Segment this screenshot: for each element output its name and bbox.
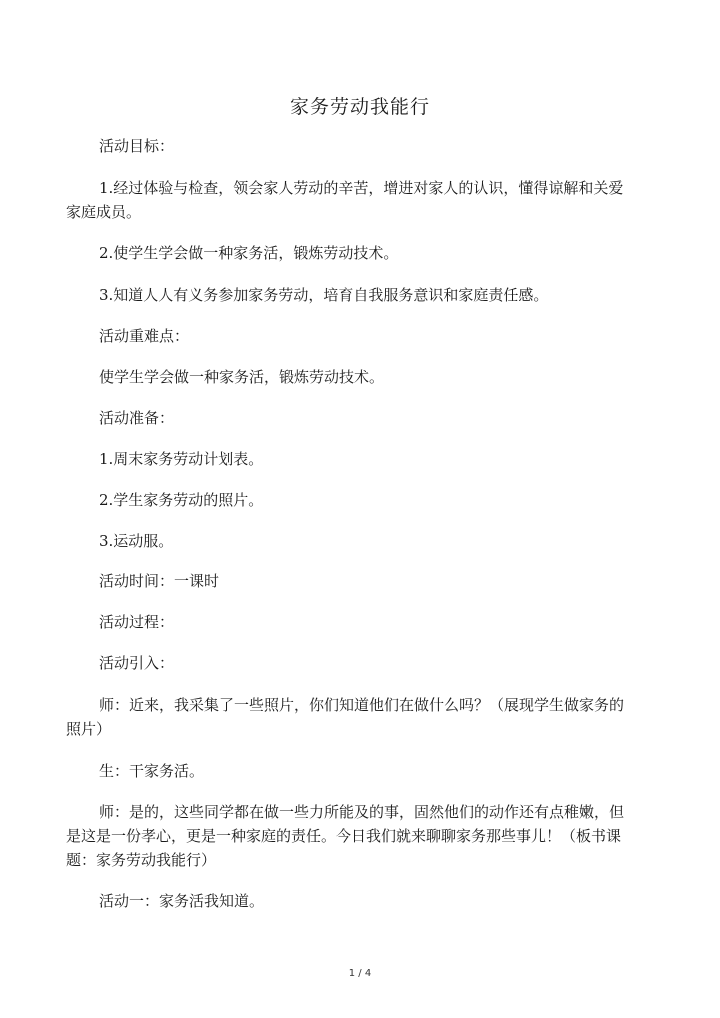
paragraph-teacher-2: 师：是的，这些同学都在做一些力所能及的事，固然他们的动作还有点稚嫩，但是这是一份孝心，更是一种家庭的责任。今日我们就来聊聊家务那些事儿！（板书课题：家务劳动我能行） [66,803,625,869]
paragraph-introduction-heading: 活动引入： [99,654,175,672]
paragraph-objective-1: 1.经过体验与检查，领会家人劳动的辛苦，增进对家人的认识，懂得谅解和关爱家庭成员。 [66,179,624,221]
paragraph-student-1: 生：干家务活。 [99,762,205,780]
paragraph-objective-2: 2.使学生学会做一种家务活，锻炼劳动技术。 [99,244,399,262]
paragraph-preparation-2: 2.学生家务劳动的照片。 [99,491,264,509]
paragraph-preparation-1: 1.周末家务劳动计划表。 [99,450,264,468]
paragraph-objectives-heading: 活动目标： [99,137,175,155]
paragraph-key-points: 使学生学会做一种家务活，锻炼劳动技术。 [99,368,385,386]
paragraph-objective-3: 3.知道人人有义务参加家务劳动，培育自我服务意识和家庭责任感。 [99,286,549,304]
paragraph-preparation-heading: 活动准备： [99,409,175,427]
paragraph-process-heading: 活动过程： [99,613,175,631]
page-number: 1 / 4 [348,968,372,979]
paragraph-key-points-heading: 活动重难点： [99,327,190,345]
paragraph-preparation-3: 3.运动服。 [99,532,174,550]
paragraph-activity-time: 活动时间：一课时 [99,572,220,590]
paragraph-activity-one: 活动一：家务活我知道。 [99,892,265,910]
document-title: 家务劳动我能行 [289,96,430,118]
paragraph-teacher-1: 师：近来，我采集了一些照片，你们知道他们在做什么吗？（展现学生做家务的照片） [66,696,625,738]
